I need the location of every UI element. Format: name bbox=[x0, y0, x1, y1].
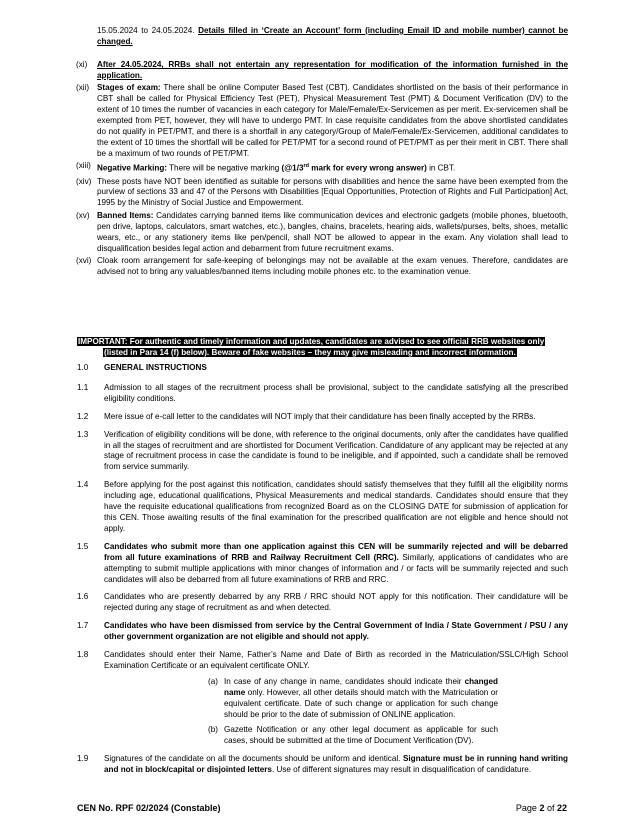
text-run: After 24.05.2024, RRBs shall not entertain any representation for modification of the information furnished in the application. bbox=[97, 60, 568, 80]
text-run: Signatures of the candidate on all the documents should be uniform and identical. bbox=[104, 754, 403, 764]
sub-number: (a) bbox=[208, 676, 218, 686]
instruction-paragraph bbox=[0, 480, 638, 535]
text-run: Negative Marking: bbox=[97, 164, 167, 174]
text-run: Admission to all stages of the recruitment process shall be provisional, subject to the candidate satisfying all the prescribed eligibility conditions. bbox=[104, 382, 568, 403]
roman-list bbox=[0, 60, 638, 280]
paragraph-number: 1.7 bbox=[77, 621, 89, 631]
item-number: (xiii) bbox=[76, 161, 91, 171]
text-run: Stages of exam: bbox=[97, 83, 161, 93]
item-number: (xii) bbox=[76, 83, 90, 93]
text-run: Verification of eligibility conditions will be done, with reference to the original documents, only after the candidates have qualified in all the stages of recruitment and are shortlisted for Document Verification. Candidature of any applicant may be rejected at any stage of recruitment process in case the candidate is found to be ineligible, and if appointed, such a candidate shall be removed from service summarily. bbox=[104, 429, 568, 472]
text-run: only. However, all other details should match with the Matriculation or equivalent certificate. Date of such change or application for such change should be prior to the date of submission of ONLINE application. bbox=[224, 687, 498, 719]
text-run: Candidates who are presently debarred by any RRB / RRC should NOT apply for this notification. Their candidature will be rejected during any stage of recruitment as and when detected. bbox=[104, 592, 568, 613]
instruction-paragraph bbox=[0, 542, 638, 586]
important-line-2: (listed in Para 14 (f) below). Beware of fake websites – they may give misleading and incorrect information. bbox=[104, 347, 516, 357]
page-footer bbox=[77, 803, 567, 814]
text-run: rd bbox=[303, 163, 309, 170]
cen-number: CEN No. RPF 02/2024 (Constable) bbox=[77, 803, 221, 813]
paragraph-number: 1.4 bbox=[77, 480, 89, 490]
paragraph-number: 1.3 bbox=[77, 429, 89, 439]
paragraph-number: 1.8 bbox=[77, 650, 89, 660]
text-run: These posts have NOT been identified as suitable for persons with disabilities and hence the same have been exempted from the purview of sections 33 and 47 of the Persons with Disabilities [Equal Opportunities, Protection of Rights and Full Participation] Act, 1995 by the Ministry of Social Justice and Empowerment. bbox=[97, 176, 568, 208]
sub-paragraph bbox=[104, 677, 568, 721]
text-run: mark for every wrong answer) bbox=[308, 164, 427, 174]
text-run: (@1/3 bbox=[281, 164, 304, 174]
text-run: Before applying for the post against this notification, candidates should satisfy themselves that they fulfill all the eligibility norms including age, educational qualifications, Physical Measurements and medical standards. Candidates should ensure that they have the requisite educational qualifications from recognized Board as on the CLOSING DATE for submission of application for this CEN. Those awaiting results of the final examination for the prescribed qualification are not eligible and hence should not apply. bbox=[104, 480, 568, 533]
text-run: Similarly, applications of candidates who are attempting to submit multiple applications with minor changes of information and / or facts will be summarily rejected and such candidates will also be debarred from all future examinations of RRB and RRC. bbox=[104, 552, 568, 584]
list-item bbox=[0, 177, 638, 210]
item-number: (xi) bbox=[76, 60, 88, 69]
continued-bold: Details filled in ‘Create an Account’ form (including Email ID and mobile number) cannot be changed. bbox=[97, 26, 568, 46]
text-run: There shall be online Computer Based Test (CBT). Candidates shortlisted on the basis of their performance in CBT shall be called for Physical Efficiency Test (PET), Physical Measurement Test (PMT) & Document Verification (DV) to the extent of 10 times the number of vacancies in each category for Male/Female/Ex-Servicemen as per merit. Ex-servicemen shall be exempted from PET, however, they will have to undergo PMT. In case requisite candidates from the above shortlisted candidates do not qualify in PET/PMT, and there is a shortfall in any category/Group of Male/Female/Ex-Servicemen, additional candidates to the extent of 10 times the shortfall will be called for PET/PMT for a second round of PET/PMT as per their merit in CBT. There shall be a maximum of two rounds of PET/PMT. bbox=[97, 83, 568, 158]
section-number: 1.0 bbox=[77, 363, 89, 372]
item-number: (xv) bbox=[76, 210, 90, 220]
text-run: . Use of different signatures may result in disqualification of candidature. bbox=[271, 765, 532, 775]
instruction-paragraph bbox=[0, 383, 638, 405]
paragraph-number: 1.1 bbox=[77, 382, 89, 392]
text-run: Cloak room arrangement for safe-keeping of belongings may not be available at the exam venues. Therefore, candidates are advised not to bring any valuables/banned items including mobile phones etc. to the examination venue. bbox=[97, 256, 568, 276]
section-title: GENERAL INSTRUCTIONS bbox=[104, 363, 207, 372]
text-run: Gazette Notification or any other legal document as applicable for such cases, should be submitted at the time of Document Verification (DV). bbox=[224, 725, 498, 746]
list-item bbox=[0, 60, 638, 82]
text-run: Banned Items: bbox=[97, 210, 154, 220]
list-item bbox=[0, 256, 638, 278]
paragraph-number: 1.9 bbox=[77, 754, 89, 764]
text-run: Signature must be in running hand writing and not in block/capital or disjointed letters bbox=[104, 754, 568, 775]
text-run: In case of any change in name, candidates should indicate their bbox=[224, 676, 465, 686]
item-number: (xvi) bbox=[76, 256, 92, 266]
text-run: Candidates should enter their Name, Father’s Name and Date of Birth as recorded in the Matriculation/SSLC/High School Examination Certificate or an equivalent certificate ONLY. bbox=[104, 650, 568, 670]
continued-plain: 15.05.2024 to 24.05.2024. bbox=[97, 26, 199, 35]
sub-number: (b) bbox=[208, 725, 218, 735]
important-notice bbox=[77, 337, 567, 359]
list-item bbox=[0, 161, 638, 175]
text-run: Candidates who submit more than one application against this CEN will be summarily rejected and will be debarred from all future examinations of RRB and Railway Recruitment Cell (RRC). bbox=[104, 541, 568, 562]
paragraph-number: 1.6 bbox=[77, 592, 89, 602]
paragraph-number: 1.5 bbox=[77, 541, 89, 551]
instruction-paragraph bbox=[0, 592, 638, 614]
instruction-paragraph bbox=[0, 430, 638, 474]
instruction-paragraph bbox=[0, 754, 638, 776]
text-run: Candidates who have been dismissed from service by the Central Government of India / State Government / PSU / any other government organization are not eligible and should not apply. bbox=[104, 621, 568, 642]
instruction-paragraph bbox=[0, 621, 638, 643]
important-line-1: IMPORTANT: For authentic and timely information and updates, candidates are advised to see official RRB websites only bbox=[78, 337, 545, 346]
instruction-paragraph bbox=[0, 412, 638, 423]
sub-paragraph bbox=[104, 725, 568, 747]
page-counter: Page 2 of 22 bbox=[515, 803, 567, 813]
text-run: Candidates carrying banned items like communication devices and electronic gadgets (mobile phones, bluetooth, pen drive, laptops, calculators, smart watches, etc.), bangles, chains, bracelets, hearing aids, wallets/purses, belts, shoes, metallic wears, etc., or any stationery items like pen/pencil, shall NOT be allowed to appear in the exam. Any violation shall lead to disqualification besides legal action and debarment from future recruitment exams. bbox=[97, 210, 568, 253]
item-number: (xiv) bbox=[76, 176, 92, 186]
continued-line bbox=[97, 26, 568, 48]
paragraph-number: 1.2 bbox=[77, 411, 89, 421]
text-run: in CBT. bbox=[426, 164, 456, 174]
list-item bbox=[0, 83, 638, 159]
text-run: changed name bbox=[224, 676, 498, 697]
general-instructions bbox=[0, 363, 638, 783]
instruction-paragraph bbox=[0, 650, 638, 747]
list-item bbox=[0, 211, 638, 255]
text-run: Mere issue of e-call letter to the candidates will NOT imply that their candidature has been finally accepted by the RRBs. bbox=[104, 411, 536, 421]
text-run: There will be negative marking bbox=[166, 164, 282, 174]
